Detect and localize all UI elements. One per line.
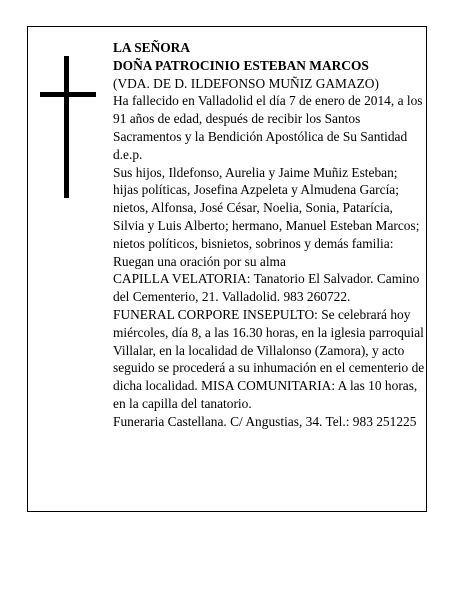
widow-of-line: (VDA. DE D. ILDEFONSO MUÑIZ GAMAZO) xyxy=(113,75,379,91)
chapel-paragraph: CAPILLA VELATORIA: Tanatorio El Salvador. Camino del Cementerio, 21. Valladolid. 983 260722. xyxy=(113,271,420,305)
funeral-paragraph: FUNERAL CORPORE INSEPULTO: Se celebrará hoy miércoles, día 8, a las 16.30 horas, en la iglesia parroquial Villalar, en la localidad de Villalonso (Zamora), y acto seguido se procederá a su inhumación en el cementerio de dicha localidad. MISA COMUNITARIA: A las 10 horas, en la capilla del tanatorio. xyxy=(113,306,425,411)
cross-vertical-bar xyxy=(64,56,69,198)
obituary-text xyxy=(113,39,425,431)
cross-horizontal-bar xyxy=(40,92,96,97)
deceased-name: DOÑA PATROCINIO ESTEBAN MARCOS xyxy=(113,57,369,73)
dep-line: d.e.p. xyxy=(113,146,143,162)
obituary-notice xyxy=(27,26,427,512)
death-notice-paragraph: Ha fallecido en Valladolid el día 7 de enero de 2014, a los 91 años de edad, después de recibir los Santos Sacramentos y la Bendición Apostólica de Su Santidad xyxy=(113,93,423,144)
latin-cross-icon xyxy=(40,56,96,198)
heading-title: LA SEÑORA xyxy=(113,40,191,55)
family-paragraph: Sus hijos, Ildefonso, Aurelia y Jaime Muñiz Esteban; hijas políticas, Josefina Azpeleta y Almudena García; nietos, Alfonsa, José César, Noelia, Sonia, Patarícia, Silvia y Luis Alberto; hermano, Manuel Esteban Marcos; nietos políticos, bisnietos, sobrinos y demás familia: xyxy=(113,164,420,251)
prayer-line: Ruegan una oración por su alma xyxy=(113,253,286,269)
funeral-home-paragraph: Funeraria Castellana. C/ Angustias, 34. Tel.: 983 251225 xyxy=(113,413,417,429)
